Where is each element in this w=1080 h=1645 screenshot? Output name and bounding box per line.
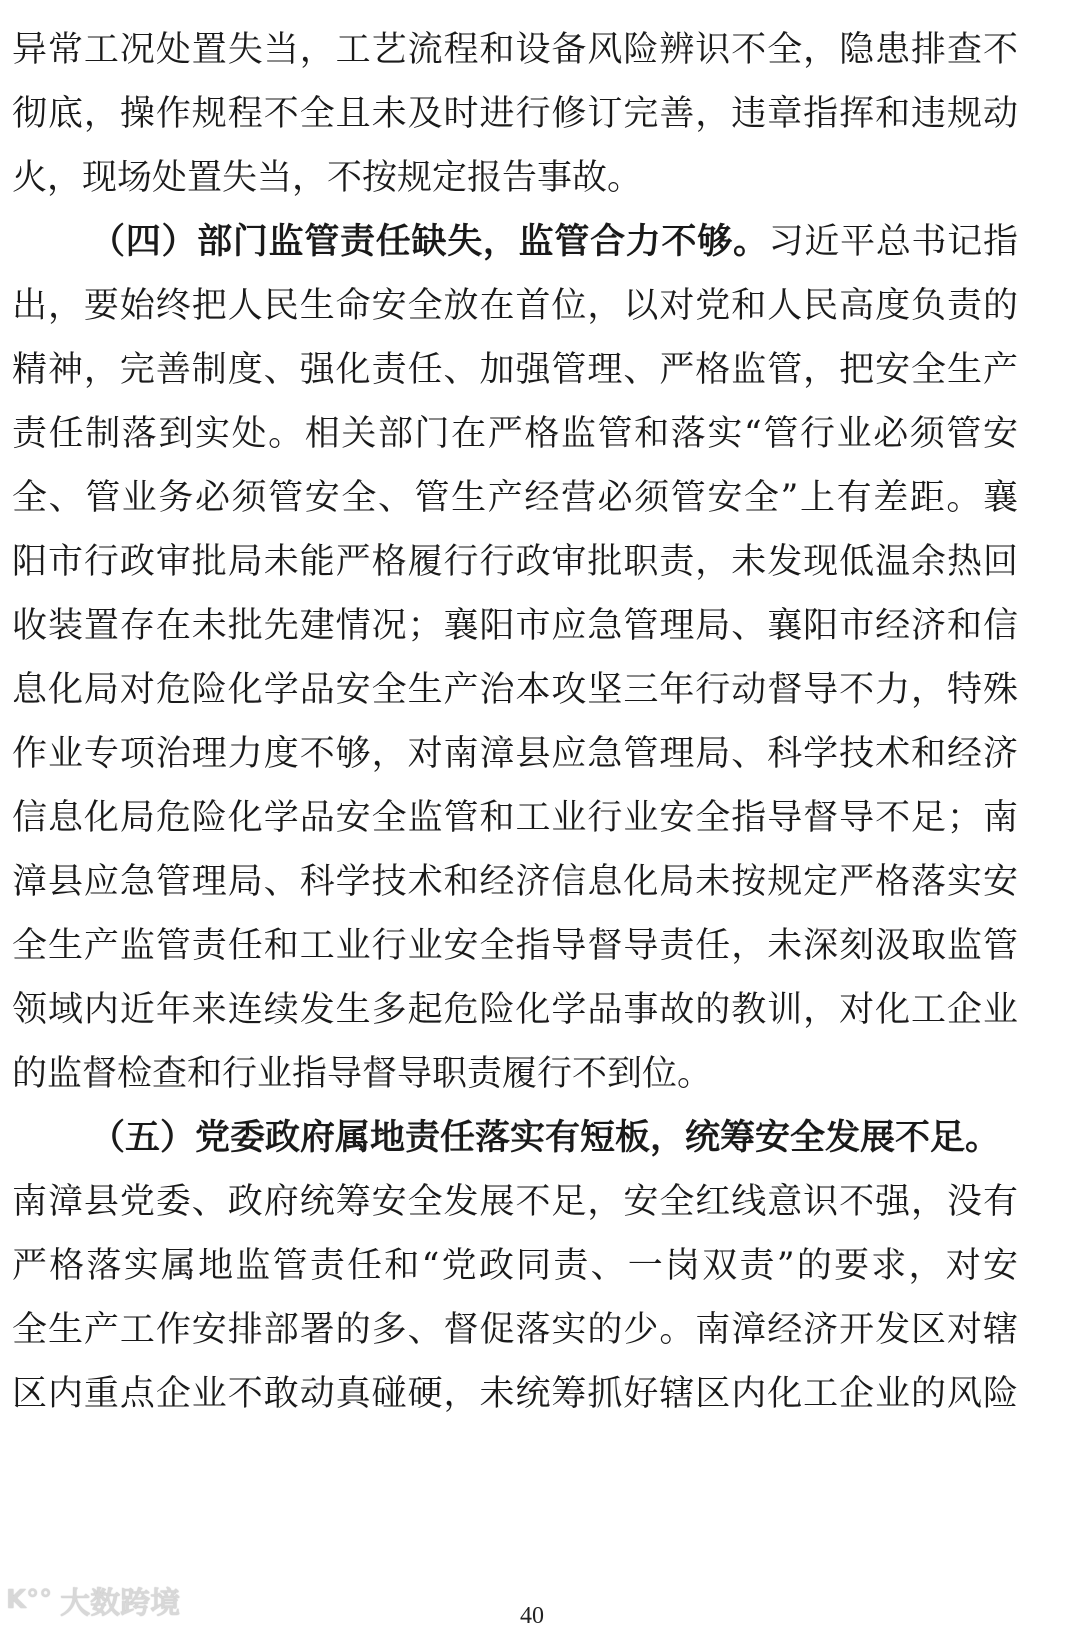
line-text: 的监督检查和行业指导督导职责履行不到位。 — [12, 1054, 713, 1094]
section-heading: （四）部门监管责任缺失，监管合力不够。 — [90, 221, 769, 262]
line-text: 责任制落到实处。相关部门在严格监管和落实“管行业必须管安 — [12, 414, 1018, 454]
text-line — [12, 338, 1018, 402]
text-line — [12, 722, 1018, 786]
text-line — [12, 1170, 1018, 1234]
line-text: 收装置存在未批先建情况；襄阳市应急管理局、襄阳市经济和信 — [12, 606, 1018, 646]
text-line — [12, 914, 1018, 978]
line-text: 全生产监管责任和工业行业安全指导督导责任，未深刻汲取监管 — [12, 926, 1018, 966]
line-text: 作业专项治理力度不够，对南漳县应急管理局、科学技术和经济 — [12, 734, 1018, 774]
text-line — [12, 1362, 1018, 1426]
text-line — [12, 594, 1018, 658]
text-line — [12, 402, 1018, 466]
text-line — [12, 18, 1018, 82]
text-line — [12, 274, 1018, 338]
page-number: 40 — [520, 1603, 544, 1629]
watermark-text: 大数跨境 — [60, 1586, 181, 1621]
text-line — [12, 786, 1018, 850]
section-heading-line — [12, 1106, 1018, 1170]
text-line — [12, 850, 1018, 914]
text-line — [12, 466, 1018, 530]
section-heading-line — [12, 210, 1018, 274]
line-text: 出，要始终把人民生命安全放在首位，以对党和人民高度负责的 — [12, 286, 1018, 326]
line-text: 漳县应急管理局、科学技术和经济信息化局未按规定严格落实安 — [12, 862, 1018, 902]
text-line — [12, 82, 1018, 146]
text-line — [12, 978, 1018, 1042]
watermark — [6, 1578, 180, 1622]
section-heading: （五）党委政府属地责任落实有短板，统筹安全发展不足。 — [90, 1117, 1001, 1158]
text-line — [12, 146, 1018, 210]
line-text: 领域内近年来连续发生多起危险化学品事故的教训，对化工企业 — [12, 990, 1018, 1030]
text-line — [12, 1234, 1018, 1298]
line-text: 异常工况处置失当，工艺流程和设备风险辨识不全，隐患排查不 — [12, 30, 1018, 70]
line-text: 南漳县党委、政府统筹安全发展不足，安全红线意识不强，没有 — [12, 1182, 1018, 1222]
line-text: 全、管业务必须管安全、管生产经营必须管安全”上有差距。襄 — [12, 478, 1018, 518]
document-body — [12, 18, 1018, 1426]
text-line — [12, 658, 1018, 722]
text-line — [12, 530, 1018, 594]
line-text: 严格落实属地监管责任和“党政同责、一岗双责”的要求，对安 — [12, 1246, 1018, 1286]
line-text: 习近平总书记指 — [768, 222, 1018, 262]
line-text: 精神，完善制度、强化责任、加强管理、严格监管，把安全生产 — [12, 350, 1018, 390]
text-line — [12, 1298, 1018, 1362]
line-text: 信息化局危险化学品安全监管和工业行业安全指导督导不足；南 — [12, 798, 1018, 838]
watermark-logo-icon: K°° — [6, 1585, 53, 1615]
line-text: 阳市行政审批局未能严格履行行政审批职责，未发现低温余热回 — [12, 542, 1018, 582]
line-text: 彻底，操作规程不全且未及时进行修订完善，违章指挥和违规动 — [12, 94, 1018, 134]
line-text: 火，现场处置失当，不按规定报告事故。 — [12, 158, 643, 198]
line-text: 全生产工作安排部署的多、督促落实的少。南漳经济开发区对辖 — [12, 1310, 1018, 1350]
text-line — [12, 1042, 1018, 1106]
line-text: 息化局对危险化学品安全生产治本攻坚三年行动督导不力，特殊 — [12, 670, 1018, 710]
line-text: 区内重点企业不敢动真碰硬，未统筹抓好辖区内化工企业的风险 — [12, 1374, 1018, 1414]
